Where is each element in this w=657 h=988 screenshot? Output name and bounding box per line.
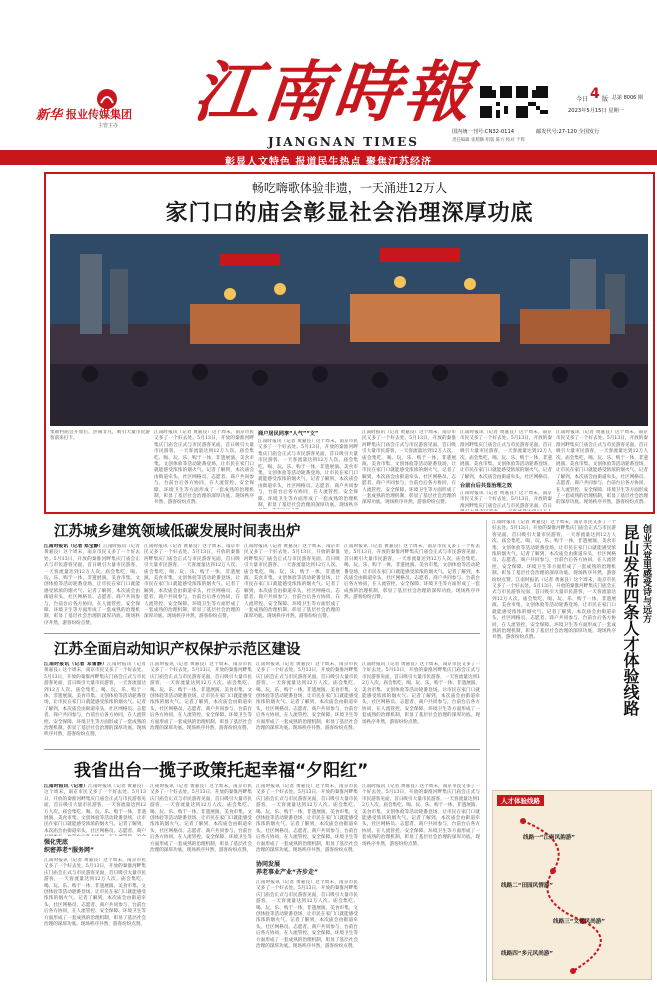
issue-box: 今日 4 版 总第 8006 期 2023年5月15日 星期一	[568, 86, 643, 114]
story-kunshan	[492, 520, 652, 982]
divider	[44, 749, 480, 750]
story-construction-headline: 江苏城乡建筑领域低碳发展时间表出炉	[54, 524, 301, 540]
lead-story	[44, 172, 655, 514]
story-elderly-subhead-a: 强化兜底 织密养老“服务网”	[44, 839, 94, 854]
lead-subhead-2: 台前台后共显治理之效	[460, 483, 512, 489]
lead-subhead-1: 商户居民同享“人气”“文”	[258, 431, 319, 437]
qr-code-icon	[480, 86, 512, 118]
kunshan-body: 江南时报讯（记者 黄嘉良）这个周末，南京市民又多了一个好去处。5月13日，开放的秦淮河畔集庆门庙会正式与市民游客见面，首日吸引大量市民游客，一天客流量达到12万人次。庙会集吃、喝、玩、乐、购于一体，非遗展演、美食市集、文创体验等活动轮番登场，让市民在家门口就能感受浓浓的烟火气。记者了解到，本次庙会由街道牵头，社区网格员、志愿者、商户共同参与，台前台后各方协同，在人流管控、安全保障、环境卫生等方面形成了一套成熟的治理机制，彰显了基层社会治理的深厚功底。现场秩序井然，游客纷纷点赞。江南时报讯（记者 黄嘉良）这个周末，南京市民又多了一个好去处。5月13日，开放的秦淮河畔集庆门庙会正式与市民游客见面，首日吸引大量市民游客，一天客流量达到12万人次。庙会集吃、喝、玩、乐、购于一体，非遗展演、美食市集、文创体验等活动轮番登场，让市民在家门口就能感受浓浓的烟火气。记者了解到，本次庙会由街道牵头，社区网格员、志愿者、商户共同参与，台前台后各方协同，在人流管控、安全保障、环境卫生等方面形成了一套成熟的治理机制，彰显了基层社会治理的深厚功底。现场秩序井然，游客纷纷点赞。	[492, 520, 616, 641]
lead-col-4: 江南时报讯（记者 黄嘉良）这个周末，南京市民又多了一个好去处。5月13日，开放的秦淮河畔集庆门庙会正式与市民游客见面，首日吸引大量市民游客，一天客流量达到12万人次。庙会集吃、喝、玩、乐、购于一体，非遗展演、美食市集、文创体验等活动轮番登场，让市民在家门口就能感受浓浓的烟火气。记者了解到，本次庙会由街道牵头，社区网格员、 台前台后共显治理之效 江南时报讯（记者 黄嘉良）这个周末，南京市民又多了一个好去处。5月13日，开放的秦淮河畔集庆门庙会正式与市民游客见面，首日	[460, 430, 552, 509]
route-2	[501, 881, 626, 889]
lead-kicker: 畅吃嗨歌体验非遗，一天涌进12万人	[251, 181, 448, 195]
kunshan-kicker: 创业天堂里感受诗与远方	[641, 524, 651, 623]
lead-col-1: 江南时报讯（记者 黄嘉良）这个周末，南京市民又多了一个好去处。5月13日，开放的秦淮河畔集庆门庙会正式与市民游客见面，首日吸引大量市民游客，一天客流量达到12万人次。庙会集吃、喝、玩、乐、购于一体，非遗展演、美食市集、文创体验等活动轮番登场，让市民在家门口就能感受浓浓的烟火气。记者了解到，本次庙会由街道牵头，社区网格员、志愿者、商户共同参与，台前台后各方协同，在人流管控、安全保障、环境卫生等方面形成了一套成熟的治理机制，彰显了基层社会治理的深厚功底。现场秩序井然，游客纷纷点赞。	[154, 430, 254, 506]
group-logo	[36, 88, 136, 128]
masthead: 新华 报业传媒集团 主管主办 江南時報 JIANGNAN TIMES 今日 4 版 总第 8006 期 2023年5月15日 星期一 国内统一刊号:CN32-0114 邮发代号:27-120 全国发行 责任编辑 张稍顺 组版 陈方 校对 于辉 彰显人文特色 报道民生热点 聚焦江苏经济	[0, 0, 657, 168]
story-elderly-headline: 我省出台一揽子政策托起幸福“夕阳红”	[74, 761, 369, 781]
route-1-label: 线路一“江南风韵游”	[523, 835, 576, 841]
slogan-bar	[0, 150, 657, 168]
lead-col-5: 江南时报讯（记者 黄嘉良）这个周末，南京市民又多了一个好去处。5月13日，开放的秦淮河畔集庆门庙会正式与市民游客见面，首日吸引大量市民游客，一天客流量达到12万人次。庙会集吃、喝、玩、乐、购于一体，非遗展演、美食市集、文创体验等活动轮番登场，让市民在家门口就能感受浓浓的烟火气。记者了解到，本次庙会由街道牵头，社区网格员、志愿者、商户共同参与，台前台后各方协同，在人流管控、安全保障、环境卫生等方面形成了一套成熟的治理机制，彰显了基层社会治理的深厚功底。现场秩序井然，游客纷纷点赞。	[556, 430, 648, 506]
group-role: 主管主办	[98, 123, 119, 129]
kunshan-headline: 昆山发布四条人才体验线路	[621, 524, 640, 716]
lead-photo	[50, 234, 648, 426]
story-elderly-body: 江南时报讯（记者）江南时报讯（记者 黄嘉良）这个周末，南京市民又多了一个好去处。5月13日，开放的秦淮河畔集庆门庙会正式与市民游客见面，首日吸引大量市民游客，一天客流量达到12万人次。庙会集吃、喝、玩、乐、购于一体，非遗展演、美食市集、文创体验等活动轮番登场，让市民在家门口就能感受浓浓的烟火气。记者了解到，本次庙会由街道牵头，社区网格员、志愿者、商户 强化兜底 织密养老“服务网” 江南时报讯（记者 黄嘉良）这个周末，南京市民又多了一个好去处。5月13日，开放的秦淮河畔集庆门庙会正式与市民游客见面，首日吸引大量市民游客，一天客流量达到12万人次。庙会集吃、喝、玩、乐、购于一体，非遗展演、美食市集、文创体验等活动轮番登场，让市民在家门口就能感受浓浓的烟火气。记者了解到，本次庙会由街道牵头，社区网格员、志愿者、商户共同参与，台前台后各方协同，在人流管控、安全保障、环境卫生等方面形成了一套成熟的治理机制，彰显了基层社会治理的深厚功底。现场秩序井然，游客纷纷点赞。 江南时报讯（记者 黄嘉良）这个周末，南京市民又多了一个好去处。5月13日，开放的秦淮河畔集庆门庙会正式与市民游客见面，首日吸引大量市民游客，一天客流量达到12万人次。庙会集吃、喝、玩、乐、购于一体，非遗展演、美食市集、文创体验等活动轮番登场，让市民在家门口就能感受浓浓的烟火气。记者了解到，本次庙会由街道牵头，社区网格员、志愿者、商户共同参与，台前台后各方协同，在人流管控、安全保障、环境卫生等方面形成了一套成熟的治理机制，彰显了基层社会治理的深厚功底。现场秩序井然，游客纷纷点赞。 江南时报讯（记者 黄嘉良）这个周末，南京市民又多了一个好去处。5月13日，开放的秦淮河畔集庆门庙会正式与市民游客见面，首日吸引大量市民游客，一天客流量达到12万人次。庙会集吃、喝、玩、乐、购于一体，非遗展演、美食市集、文创体验等活动轮番登场，让市民在家门口就能感受浓浓的烟火气。记者了解到，本次庙会由街道牵头，社区网格员、志愿者、商户共同参与，台前台后各方协同，在人流管控、安全保障、环境卫生等方面形成了一套成熟的治理机制，彰显了基层社会治理的深厚功底。现场秩序井然，游客纷纷点赞。 协同发展 养老事业产业“齐步走” 江南时报讯（记者 黄嘉良）这个周末，南京市民又多了一个好去处。5月13日，开放的秦淮河畔集庆门庙会正式与市民游客见面，首日吸引大量市民游客，一天客流量达到12万人次。庙会集吃、喝、玩、乐、购于一体，非遗展演、美食市集、文创体验等活动轮番登场，让市民在家门口就能感受浓浓的烟火气。记者了解到，本次庙会由街道牵头，社区网格员、志愿者、商户共同参与，台前台后各方协同，在人流管控、安全保障、环境卫生等方面形成了一套成熟的治理机制，彰显了基层社会治理的深厚功底。现场秩序井然，游客纷纷点赞。 江南时报讯（记者 黄嘉良）这个周末，南京市民又多了一个好去处。5月13日，开放的秦淮河畔集庆门庙会正式与市民游客见面，首日吸引大量市民游客，一天客流量达到12万人次。庙会集吃、喝、玩、乐、购于一体，非遗展演、美食市集、文创体验等活动轮番登场，让市民在家门口就能感受浓浓的烟火气。记者了解到，本次庙会由街道牵头，社区网格员、志愿者、商户共同参与，台前台后各方协同，在人流管控、安全保障、环境卫生等方面形成了一套成熟的治理机制，彰显了基层社会治理的深厚功底。现场秩序井然，游客纷纷点赞。	[44, 784, 480, 950]
talent-routes-map	[492, 790, 652, 980]
column-divider	[486, 520, 487, 982]
lead-headline: 家门口的庙会彰显社会治理深厚功底	[165, 201, 534, 226]
story-elderly-subhead-b: 协同发展 养老事业产业“齐步走”	[256, 861, 318, 876]
masthead-title: 江南時報	[189, 53, 479, 131]
lead-col-2: 商户居民同享“人气”“文” 江南时报讯（记者 黄嘉良）这个周末，南京市民又多了一个好去处。5月13日，开放的秦淮河畔集庆门庙会正式与市民游客见面，首日吸引大量市民游客，一天客流量达到12万人次。庙会集吃、喝、玩、乐、购于一体，非遗展演、美食市集、文创体验等活动轮番登场，让市民在家门口就能感受浓浓的烟火气。记者了解到，本次庙会由街道牵头，社区网格员、志愿者、商户共同参与，台前台后各方协同，在人流管控、安全保障、环境卫生等方面形成了一套成熟的治理机制，彰显了基层社会治理的深厚功底。现场秩序	[258, 431, 358, 509]
night-market-illustration	[50, 234, 648, 426]
masthead-pinyin: JIANGNAN TIMES	[268, 135, 419, 149]
route-2-label: 线路二“田园风情游”	[501, 883, 554, 889]
route-4	[501, 949, 626, 957]
qr-code-icon	[516, 86, 548, 118]
story-elderly	[44, 756, 480, 982]
story-ip	[44, 638, 480, 746]
route-3-label: 线路三“文化风尚游”	[553, 919, 606, 925]
slogan-text: 彰显人文特色 报道民生热点 聚焦江苏经济	[225, 157, 432, 168]
route-1	[523, 833, 648, 841]
route-4-label: 线路四“多元风尚游”	[501, 951, 554, 957]
story-construction	[44, 520, 480, 630]
lead-col-3: 江南时报讯（记者 黄嘉良）这个周末，南京市民又多了一个好去处。5月13日，开放的秦淮河畔集庆门庙会正式与市民游客见面，首日吸引大量市民游客，一天客流量达到12万人次。庙会集吃、喝、玩、乐、购于一体，非遗展演、美食市集、文创体验等活动轮番登场，让市民在家门口就能感受浓浓的烟火气。记者了解到，本次庙会由街道牵头，社区网格员、志愿者、商户共同参与，台前台后各方协同，在人流管控、安全保障、环境卫生等方面形成了一套成熟的治理机制，彰显了基层社会治理的深厚功底。现场秩序井然，游客纷纷点赞。	[362, 430, 456, 506]
divider	[44, 633, 480, 634]
qr-codes	[480, 86, 550, 120]
story-ip-body: 江南时报讯（记者 邓雷静）江南时报讯（记者 黄嘉良）这个周末，南京市民又多了一个好去处。5月13日，开放的秦淮河畔集庆门庙会正式与市民游客见面，首日吸引大量市民游客，一天客流量达到12万人次。庙会集吃、喝、玩、乐、购于一体，非遗展演、美食市集、文创体验等活动轮番登场，让市民在家门口就能感受浓浓的烟火气。记者了解到，本次庙会由街道牵头，社区网格员、志愿者、商户共同参与，台前台后各方协同，在人流管控、安全保障、环境卫生等方面形成了一套成熟的治理机制，彰显了基层社会治理的深厚功底。现场秩序井然，游客纷纷点赞。 江南时报讯（记者 黄嘉良）这个周末，南京市民又多了一个好去处。5月13日，开放的秦淮河畔集庆门庙会正式与市民游客见面，首日吸引大量市民游客，一天客流量达到12万人次。庙会集吃、喝、玩、乐、购于一体，非遗展演、美食市集、文创体验等活动轮番登场，让市民在家门口就能感受浓浓的烟火气。记者了解到，本次庙会由街道牵头，社区网格员、志愿者、商户共同参与，台前台后各方协同，在人流管控、安全保障、环境卫生等方面形成了一套成熟的治理机制，彰显了基层社会治理的深厚功底。现场秩序井然，游客纷纷点赞。 江南时报讯（记者 黄嘉良）这个周末，南京市民又多了一个好去处。5月13日，开放的秦淮河畔集庆门庙会正式与市民游客见面，首日吸引大量市民游客，一天客流量达到12万人次。庙会集吃、喝、玩、乐、购于一体，非遗展演、美食市集、文创体验等活动轮番登场，让市民在家门口就能感受浓浓的烟火气。记者了解到，本次庙会由街道牵头，社区网格员、志愿者、商户共同参与，台前台后各方协同，在人流管控、安全保障、环境卫生等方面形成了一套成熟的治理机制，彰显了基层社会治理的深厚功底。现场秩序井然，游客纷纷点赞。 江南时报讯（记者 黄嘉良）这个周末，南京市民又多了一个好去处。5月13日，开放的秦淮河畔集庆门庙会正式与市民游客见面，首日吸引大量市民游客，一天客流量达到12万人次。庙会集吃、喝、玩、乐、购于一体，非遗展演、美食市集、文创体验等活动轮番登场，让市民在家门口就能感受浓浓的烟火气。记者了解到，本次庙会由街道牵头，社区网格员、志愿者、商户共同参与，台前台后各方协同，在人流管控、安全保障、环境卫生等方面形成了一套成熟的治理机制，彰显了基层社会治理的深厚功底。现场秩序井然，游客纷纷点赞。	[44, 662, 480, 738]
group-name: 报业传媒集团	[66, 108, 132, 121]
lead-caption: 集散村庙会开放后，热闹非凡，吸引大量市民游客前来打卡。	[50, 430, 150, 442]
route-3	[553, 917, 653, 925]
group-logo-script: 新华	[36, 108, 63, 123]
story-construction-body: 江南时报讯（记者 郑宝静）江南时报讯（记者 黄嘉良）这个周末，南京市民又多了一个好去处。5月13日，开放的秦淮河畔集庆门庙会正式与市民游客见面，首日吸引大量市民游客，一天客流量达到12万人次。庙会集吃、喝、玩、乐、购于一体，非遗展演、美食市集、文创体验等活动轮番登场，让市民在家门口就能感受浓浓的烟火气。记者了解到，本次庙会由街道牵头，社区网格员、志愿者、商户共同参与，台前台后各方协同，在人流管控、安全保障、环境卫生等方面形成了一套成熟的治理机制，彰显了基层社会治理的深厚功底。现场秩序井然，游客纷纷点赞。 江南时报讯（记者 黄嘉良）这个周末，南京市民又多了一个好去处。5月13日，开放的秦淮河畔集庆门庙会正式与市民游客见面，首日吸引大量市民游客，一天客流量达到12万人次。庙会集吃、喝、玩、乐、购于一体，非遗展演、美食市集、文创体验等活动轮番登场，让市民在家门口就能感受浓浓的烟火气。记者了解到，本次庙会由街道牵头，社区网格员、志愿者、商户共同参与，台前台后各方协同，在人流管控、安全保障、环境卫生等方面形成了一套成熟的治理机制，彰显了基层社会治理的深厚功底。现场秩序井然，游客纷纷点赞。 江南时报讯（记者 黄嘉良）这个周末，南京市民又多了一个好去处。5月13日，开放的秦淮河畔集庆门庙会正式与市民游客见面，首日吸引大量市民游客，一天客流量达到12万人次。庙会集吃、喝、玩、乐、购于一体，非遗展演、美食市集、文创体验等活动轮番登场，让市民在家门口就能感受浓浓的烟火气。记者了解到，本次庙会由街道牵头，社区网格员、志愿者、商户共同参与，台前台后各方协同，在人流管控、安全保障、环境卫生等方面形成了一套成熟的治理机制，彰显了基层社会治理的深厚功底。现场秩序井然，游客纷纷点赞。 江南时报讯（记者 黄嘉良）这个周末，南京市民又多了一个好去处。5月13日，开放的秦淮河畔集庆门庙会正式与市民游客见面，首日吸引大量市民游客，一天客流量达到12万人次。庙会集吃、喝、玩、乐、购于一体，非遗展演、美食市集、文创体验等活动轮番登场，让市民在家门口就能感受浓浓的烟火气。记者了解到，本次庙会由街道牵头，社区网格员、志愿者、商户共同参与，台前台后各方协同，在人流管控、安全保障、环境卫生等方面形成了一套成熟的治理机制，彰显了基层社会治理的深厚功底。现场秩序井然，游客纷纷点赞。	[44, 544, 480, 626]
map-title: 人才体验线路	[497, 795, 544, 806]
lead-columns	[50, 430, 648, 512]
story-ip-headline: 江苏全面启动知识产权保护示范区建设	[54, 642, 301, 658]
